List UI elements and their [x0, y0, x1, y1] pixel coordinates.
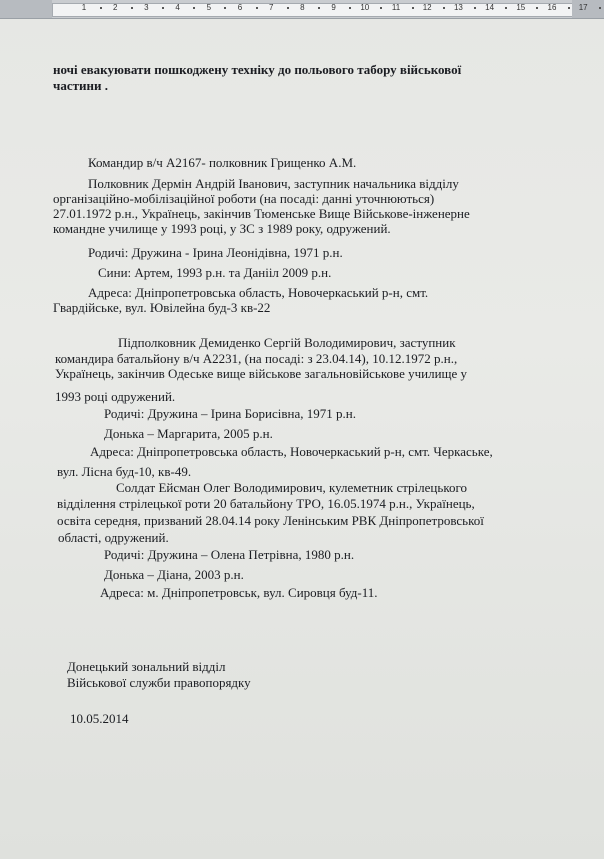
ruler-tick [318, 7, 320, 9]
ruler-number: 13 [453, 3, 463, 12]
ruler-number: 10 [360, 3, 370, 12]
ruler-tick [131, 7, 133, 9]
ruler-number: 16 [547, 3, 557, 12]
officer2-line-1: Підполковник Демиденко Сергій Володимирович, заступник [118, 335, 456, 350]
soldier-line-2: відділення стрілецької роти 20 батальйону ТРО, 16.05.1974 р.н., Українець, [57, 496, 475, 511]
ruler-tick [443, 7, 445, 9]
ruler-number: 15 [516, 3, 526, 12]
ruler-number: 2 [112, 3, 118, 12]
ruler-number: 1 [81, 3, 87, 12]
ruler-number: 5 [206, 3, 212, 12]
ruler-number: 7 [268, 3, 274, 12]
signature-org-2: Військової служби правопорядку [67, 675, 251, 690]
soldier-line-3: освіта середня, призваний 28.04.14 року Ленінським РВК Дніпропетровської [57, 513, 484, 528]
soldier-relatives: Родичі: Дружина – Олена Петрівна, 1980 р.н. [104, 547, 355, 562]
officer2-relatives: Родичі: Дружина – Ірина Борисівна, 1971 р.н. [104, 406, 356, 421]
ruler-number: 8 [300, 3, 305, 12]
soldier-line-1: Солдат Ейсман Олег Володимирович, кулеметник стрілецького [116, 480, 467, 495]
officer2-address-1: Адреса: Дніпропетровська область, Новочеркаський р-н, смт. Черкаське, [90, 444, 493, 459]
ruler-tick [568, 7, 570, 9]
officer1-line-1: Полковник Дермін Андрій Іванович, заступник начальника відділу [88, 176, 459, 191]
intro-line-2: частини . [53, 78, 108, 93]
ruler-tick [380, 7, 382, 9]
ruler-number: 11 [391, 3, 401, 12]
ruler-tick [505, 7, 507, 9]
ruler-number: 14 [485, 3, 495, 12]
officer2-address-2: вул. Лісна буд-10, кв-49. [57, 464, 192, 479]
ruler-tick [224, 7, 226, 9]
document-date: 10.05.2014 [70, 711, 129, 726]
ruler-tick [349, 7, 351, 9]
ruler-number: 12 [422, 3, 432, 12]
ruler-number: 6 [237, 3, 243, 12]
signature-org-1: Донецький зональний відділ [67, 659, 226, 674]
officer1-address-1: Адреса: Дніпропетровська область, Новочеркаський р-н, смт. [88, 285, 429, 300]
ruler-number: 4 [175, 3, 180, 12]
ruler-track [52, 3, 574, 17]
soldier-line-4: області, одружений. [58, 530, 169, 545]
soldier-address: Адреса: м. Дніпропетровськ, вул. Сировця буд-11. [100, 585, 378, 600]
officer1-sons: Сини: Артем, 1993 р.н. та Данііл 2009 р.н. [98, 265, 332, 280]
ruler-number: 17 [578, 3, 588, 12]
officer1-relatives: Родичі: Дружина - Ірина Леонідівна, 1971 р.н. [88, 245, 343, 260]
ruler-tick [162, 7, 164, 9]
officer2-line-3: Українець, закінчив Одеське вище військове загальновійськове училище у [55, 366, 468, 381]
intro-line-1: ночі евакуювати пошкоджену техніку до польового табору військової [53, 62, 462, 77]
ruler-left-margin[interactable] [0, 0, 52, 18]
ruler-tick [412, 7, 414, 9]
soldier-daughter: Донька – Діана, 2003 р.н. [104, 567, 244, 582]
horizontal-ruler[interactable] [0, 0, 604, 19]
officer1-line-4: командне училище у 1993 році, у ЗС з 1989 року, одружений. [53, 221, 391, 236]
ruler-tick [193, 7, 195, 9]
ruler-tick [100, 7, 102, 9]
ruler-tick [474, 7, 476, 9]
ruler-tick [256, 7, 258, 9]
ruler-tick [599, 7, 601, 9]
commander-line: Командир в/ч А2167- полковник Грищенко А.М. [88, 155, 357, 170]
officer1-line-3: 27.01.1972 р.н., Українець, закінчив Тюменське Вище Військове-інженерне [53, 206, 470, 221]
ruler-number: 9 [331, 3, 336, 12]
officer2-daughter: Донька – Маргарита, 2005 р.н. [104, 426, 273, 441]
officer2-line-2: командира батальйону в/ч А2231, (на посаді: з 23.04.14), 10.12.1972 р.н., [55, 351, 458, 366]
officer1-line-2: організаційно-мобілізаційної роботи (на посаді: данні уточнюються) [53, 191, 435, 206]
ruler-tick [536, 7, 538, 9]
officer2-line-4: 1993 році одружений. [55, 389, 176, 404]
ruler-number: 3 [144, 3, 149, 12]
officer1-address-2: Гвардійське, вул. Ювілейна буд-3 кв-22 [53, 300, 271, 315]
ruler-tick [287, 7, 289, 9]
ruler-right-margin[interactable] [572, 0, 604, 18]
